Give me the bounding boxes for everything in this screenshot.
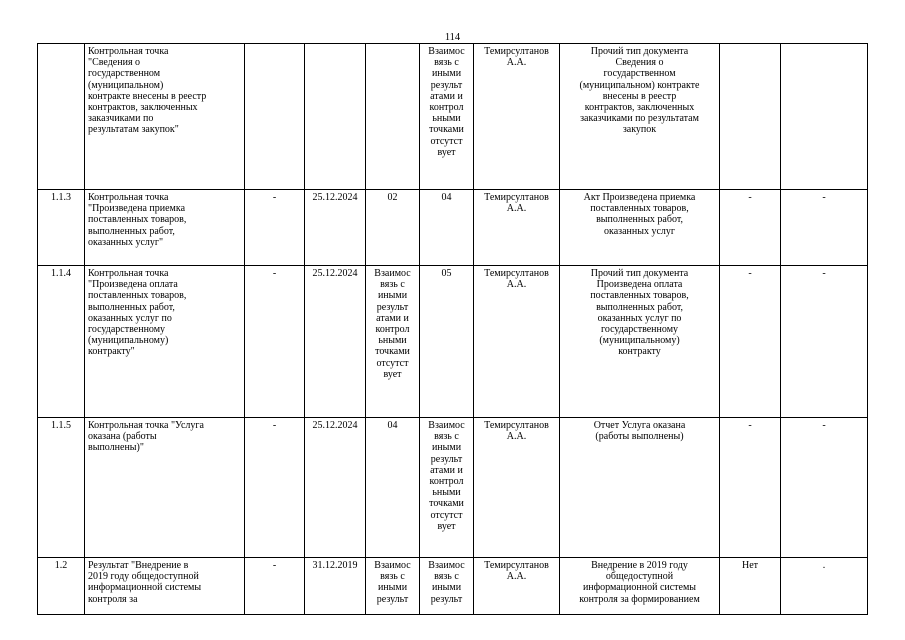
row-name: Результат "Внедрение в 2019 году общедоступной информационной системы контроля за <box>85 558 245 615</box>
row-number <box>38 44 85 190</box>
table-row <box>38 266 868 418</box>
row-responsible: Темирсултанов А.А. <box>474 418 560 558</box>
row-predecessor: Взаимос вязь с иными результ <box>366 558 420 615</box>
row-predecessor: Взаимос вязь с иными результ атами и контрол ьными точками отсутст вует <box>366 266 420 418</box>
row-successor: Взаимос вязь с иными результ атами и контрол ьными точками отсутст вует <box>420 44 474 190</box>
table-row <box>38 418 868 558</box>
row-document: Прочий тип документа Сведения о государственном (муниципальном) контракте внесены в реестр контрактов, заключенных заказчиками по результатам закупок <box>560 44 720 190</box>
row-successor: 04 <box>420 190 474 266</box>
table-row <box>38 558 868 615</box>
row-col9: - <box>720 190 781 266</box>
row-col10: - <box>781 418 868 558</box>
row-col3: - <box>245 418 305 558</box>
row-col3 <box>245 44 305 190</box>
table-row <box>38 190 868 266</box>
row-date: 25.12.2024 <box>305 418 366 558</box>
row-name: Контрольная точка "Услуга оказана (работы выполнены)" <box>85 418 245 558</box>
row-name: Контрольная точка "Произведена приемка поставленных товаров, выполненных работ, оказанных услуг" <box>85 190 245 266</box>
row-predecessor: 02 <box>366 190 420 266</box>
row-document: Отчет Услуга оказана (работы выполнены) <box>560 418 720 558</box>
row-date <box>305 44 366 190</box>
row-name: Контрольная точка "Произведена оплата поставленных товаров, выполненных работ, оказанных услуг по государственному (муниципальному) контракту" <box>85 266 245 418</box>
row-col10: - <box>781 266 868 418</box>
row-col3: - <box>245 266 305 418</box>
row-number: 1.2 <box>38 558 85 615</box>
row-col10: - <box>781 190 868 266</box>
row-document: Акт Произведена приемка поставленных товаров, выполненных работ, оказанных услуг <box>560 190 720 266</box>
row-name: Контрольная точка "Сведения о государственном (муниципальном) контракте внесены в реестр контрактов, заключенных заказчиками по результатам закупок" <box>85 44 245 190</box>
row-col10 <box>781 44 868 190</box>
row-col9: - <box>720 266 781 418</box>
row-responsible: Темирсултанов А.А. <box>474 190 560 266</box>
control-points-table <box>37 43 868 615</box>
row-col9 <box>720 44 781 190</box>
row-col3: - <box>245 190 305 266</box>
page-number: 114 <box>444 32 461 43</box>
row-date: 31.12.2019 <box>305 558 366 615</box>
row-predecessor: 04 <box>366 418 420 558</box>
row-responsible: Темирсултанов А.А. <box>474 266 560 418</box>
row-number: 1.1.4 <box>38 266 85 418</box>
row-document: Прочий тип документа Произведена оплата поставленных товаров, выполненных работ, оказанных услуг по государственному (муниципальному) контракту <box>560 266 720 418</box>
row-number: 1.1.5 <box>38 418 85 558</box>
row-responsible: Темирсултанов А.А. <box>474 558 560 615</box>
row-responsible: Темирсултанов А.А. <box>474 44 560 190</box>
row-document: Внедрение в 2019 году общедоступной информационной системы контроля за формированием <box>560 558 720 615</box>
row-col10: . <box>781 558 868 615</box>
row-date: 25.12.2024 <box>305 190 366 266</box>
row-successor: Взаимос вязь с иными результ атами и контрол ьными точками отсутст вует <box>420 418 474 558</box>
table-row <box>38 44 868 190</box>
row-successor: Взаимос вязь с иными результ <box>420 558 474 615</box>
row-col9: - <box>720 418 781 558</box>
row-col9: Нет <box>720 558 781 615</box>
row-predecessor <box>366 44 420 190</box>
row-col3: - <box>245 558 305 615</box>
row-successor: 05 <box>420 266 474 418</box>
row-date: 25.12.2024 <box>305 266 366 418</box>
row-number: 1.1.3 <box>38 190 85 266</box>
